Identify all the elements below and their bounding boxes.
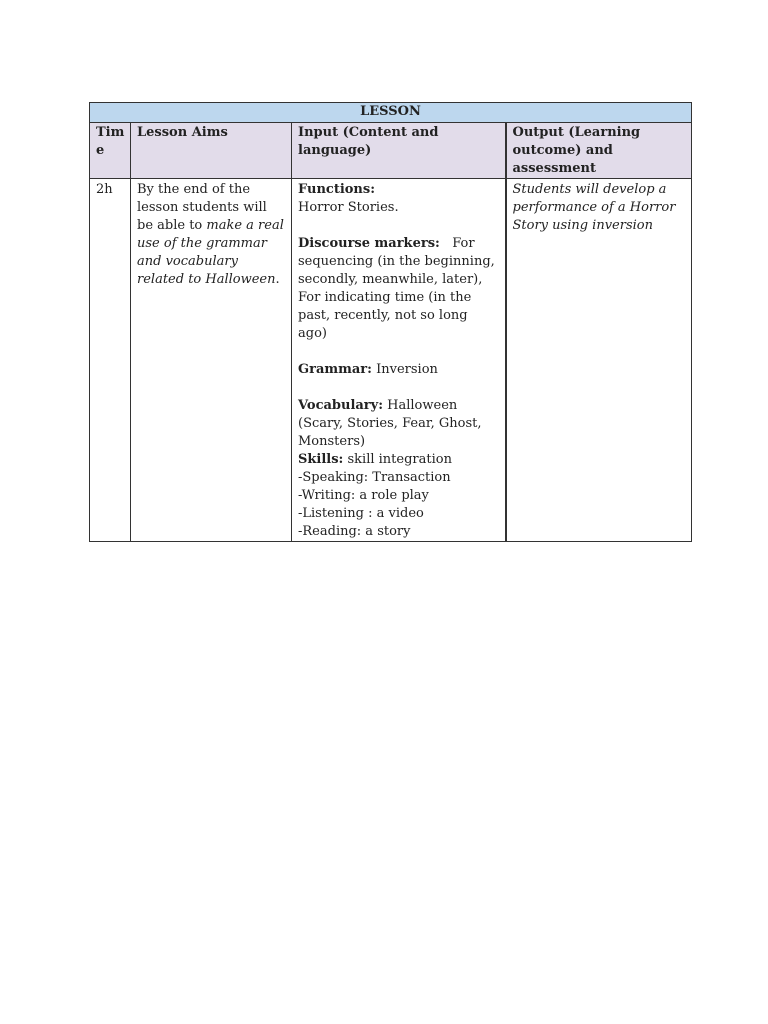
- vocabulary-value: Halloween (Scary, Stories, Fear, Ghost, Monsters): [298, 398, 482, 449]
- functions-label: Functions:: [298, 182, 376, 197]
- discourse-label: Discourse markers:: [298, 236, 440, 251]
- header-output: Output (Learning outcome) and assessment: [506, 123, 692, 179]
- lesson-title: LESSON: [90, 103, 692, 123]
- lesson-table: [89, 102, 692, 542]
- aims-text: By the end of the lesson students will be able to: [137, 182, 267, 233]
- grammar: [298, 361, 499, 379]
- aims-italic-text: make a real use of the grammar and vocabulary related to Halloween: [137, 218, 284, 287]
- skill-item: -Writing: a role play: [298, 488, 429, 503]
- discourse-markers: [298, 235, 499, 343]
- grammar-label: Grammar:: [298, 362, 372, 377]
- cell-time: 2h: [90, 179, 131, 542]
- cell-input: [292, 179, 506, 542]
- discourse-value: For sequencing (in the beginning, secondly, meanwhile, later), For indicating time (in the past, recently, not so long ago): [298, 236, 495, 341]
- skill-item: -Speaking: Transaction: [298, 470, 451, 485]
- header-time: Tim e: [90, 123, 131, 179]
- vocabulary-label: Vocabulary:: [298, 398, 384, 413]
- header-input: Input (Content and language): [292, 123, 506, 179]
- cell-lesson-aims: [131, 179, 292, 542]
- vocabulary: [298, 397, 499, 451]
- skills-value: skill integration: [347, 452, 452, 467]
- skill-item: -Reading: a story: [298, 524, 411, 539]
- skills: [298, 451, 499, 469]
- grammar-value: Inversion: [376, 362, 438, 377]
- aims-end: .: [275, 272, 280, 287]
- header-lesson-aims: Lesson Aims: [131, 123, 292, 179]
- functions-value: Horror Stories.: [298, 200, 399, 215]
- cell-output: Students will develop a performance of a Horror Story using inversion: [506, 179, 692, 542]
- skills-label: Skills:: [298, 452, 344, 467]
- skill-item: -Listening : a video: [298, 506, 424, 521]
